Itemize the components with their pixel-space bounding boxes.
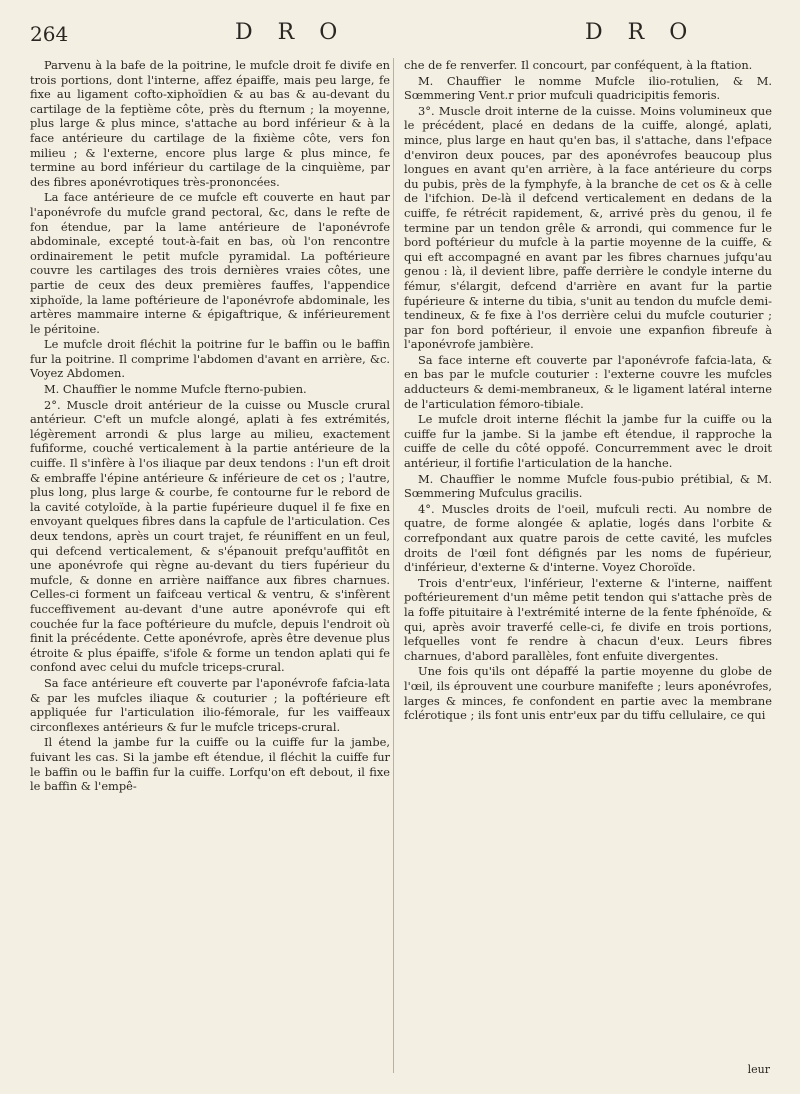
column-divider — [393, 58, 394, 1073]
running-head-right: D R O — [585, 20, 697, 45]
paragraph: Le mufcle droit fléchit la poitrine fur le baffin ou le baffin fur la poitrine. Il comprime l'abdomen d'avant en arrière, &c. Voyez Abdomen. — [30, 337, 390, 381]
paragraph: Trois d'entr'eux, l'inférieur, l'externe & l'interne, naiffent poftérieurement d'un même petit tendon qui s'attache près de la foffe pituitaire à l'extrémité interne de la fente fphénoïde, & qui, après avoir traverfé celle-ci, fe divife en trois portions, lefquelles vont fe rendre à chacun d'eux. Leurs fibres charnues, d'abord parallèles, font enfuite divergentes. — [404, 575, 772, 663]
paragraph: Le mufcle droit interne fléchit la jambe fur la cuiffe ou la cuiffe fur la jambe. Si la jambe eft étendue, il rapproche la cuiffe de celle du côté oppofé. Concurremment avec le droit antérieur, il fortifie l'articulation de la hanche. — [404, 412, 772, 471]
paragraph: Parvenu à la bafe de la poitrine, le mufcle droit fe divife en trois portions, dont l'interne, affez épaiffe, mais peu large, fe fixe au ligament cofto-xiphoïdien & au bas & au-devant du cartilage de la feptième côte, près du fternum ; la moyenne, plus large & plus mince, s'attache au bord inférieur & à la face antérieure du cartilage de la fixième côte, vers fon milieu ; & l'externe, encore plus large & plus mince, fe termine au bord inférieur du cartilage de la cinquième, par des fibres aponévrotiques très-prononcées. — [30, 58, 390, 189]
paragraph: M. Chauffier le nomme Mufcle ilio-rotulien, & M. Sœmmering Vent.r prior mufculi quadricipitis femoris. — [404, 73, 772, 103]
paragraph: M. Chauffier le nomme Mufcle fous-pubio prétibial, & M. Sœmmering Mufculus gracilis. — [404, 471, 772, 501]
left-column — [30, 58, 390, 795]
catchword: leur — [747, 1063, 770, 1076]
page-header — [30, 14, 770, 54]
right-column — [404, 58, 772, 724]
paragraph: Il étend la jambe fur la cuiffe ou la cuiffe fur la jambe, fuivant les cas. Si la jambe eft étendue, il fléchit la cuiffe fur le baffin ou le baffin fur la cuiffe. Lorfqu'on eft debout, il fixe le baffin & l'empê- — [30, 735, 390, 794]
paragraph: 4°. Muscles droits de l'oeil, mufculi recti. Au nombre de quatre, de forme alongée & aplatie, logés dans l'orbite & correfpondant aux quatre parois de cette cavité, les mufcles droits de l'œil font défignés par les noms de fupérieur, d'inférieur, d'externe & d'interne. Voyez Choroïde. — [404, 501, 772, 575]
paragraph: 2°. Muscle droit antérieur de la cuisse ou Muscle crural antérieur. C'eft un mufcle alongé, aplati à fes extrémités, légèrement arrondi & plus large au milieu, exactement fufiforme, couché verticalement à la partie antérieure de la cuiffe. Il s'infère à l'os iliaque par deux tendons : l'un eft droit & embraffe l'épine antérieure & inférieure de cet os ; l'autre, plus long, plus large & courbe, fe contourne fur le rebord de la cavité cotyloïde, à la partie fupérieure duquel il fe fixe en envoyant quelques fibres dans la capfule de l'articulation. Ces deux tendons, après un court trajet, fe réuniffent en un feul, qui defcend verticalement, & s'épanouit prefqu'auffitôt en une aponévrofe qui règne au-devant du tiers fupérieur du mufcle, & donne en arrière naiffance aux fibres charnues. Celles-ci forment un faifceau vertical & ventru, & s'infèrent fucceffivement au-devant d'une autre aponévrofe qui eft couchée fur la face poftérieure du mufcle, depuis l'endroit où finit la précédente. Cette aponévrofe, après être devenue plus étroite & plus épaiffe, s'ifole & forme un tendon aplati qui fe confond avec celui du mufcle triceps-crural. — [30, 397, 390, 675]
paragraph: Sa face interne eft couverte par l'aponévrofe fafcia-lata, & en bas par le mufcle couturier : l'externe couvre les mufcles adducteurs & demi-membraneux, & le ligament latéral interne de l'articulation fémoro-tibiale. — [404, 352, 772, 411]
paragraph: che de fe renverfer. Il concourt, par conféquent, à la ftation. — [404, 58, 753, 72]
paragraph: Sa face antérieure eft couverte par l'aponévrofe fafcia-lata & par les mufcles iliaque & couturier ; la poftérieure eft appliquée fur l'articulation ilio-fémorale, fur les vaiffeaux circonflexes antérieurs & fur le mufcle triceps-crural. — [30, 675, 390, 734]
paragraph: M. Chauffier le nomme Mufcle fterno-pubien. — [44, 382, 307, 397]
paragraph: La face antérieure de ce mufcle eft couverte en haut par l'aponévrofe du mufcle grand pectoral, &c, dans le refte de fon étendue, par la lame antérieure de l'aponévrofe abdominale, excepté tout-à-fait en bas, où l'on rencontre ordinairement le petit mufcle pyramidal. La poftérieure couvre les cartilages des trois dernières vraies côtes, une partie de ceux des deux premières fauffes, l'appendice xiphoïde, la lame poftérieure de l'aponévrofe abdominale, les artères mammaire interne & épigaftrique, & inférieurement le péritoine. — [30, 190, 390, 336]
page-number: 264 — [30, 22, 69, 46]
paragraph: 3°. Muscle droit interne de la cuisse. Moins volumineux que le précédent, placé en dedans de la cuiffe, alongé, aplati, mince, plus large en haut qu'en bas, il s'attache, dans l'efpace d'environ deux pouces, par des aponévrofes beaucoup plus longues en avant qu'en arrière, à la face antérieure du corps du pubis, près de la fymphyfe, à la branche de cet os & à celle de l'ifchion. De-là il defcend verticalement en dedans de la cuiffe, fe rétrécit rapidement, &, arrivé près du genou, il fe termine par un tendon grêle & arrondi, qui commence fur le bord poftérieur du mufcle à la partie moyenne de la cuiffe, & qui eft accompagné en avant par les fibres charnues jufqu'au genou : là, il devient libre, paffe derrière le condyle interne du fémur, s'élargit, defcend d'arrière en avant fur la partie fupérieure & interne du tibia, s'unit au tendon du mufcle demi-tendineux, & fe fixe à l'os derrière celui du mufcle couturier ; par fon bord poftérieur, il envoie une expanfion fibreufe à l'aponévrofe jambière. — [404, 103, 772, 352]
paragraph: Une fois qu'ils ont dépaffé la partie moyenne du globe de l'œil, ils éprouvent une courbure manifefte ; leurs aponévrofes, larges & minces, fe confondent en partie avec la membrane fclérotique ; ils font unis entr'eux par du tiffu cellulaire, ce qui — [404, 664, 772, 723]
running-head-left: D R O — [235, 20, 347, 45]
